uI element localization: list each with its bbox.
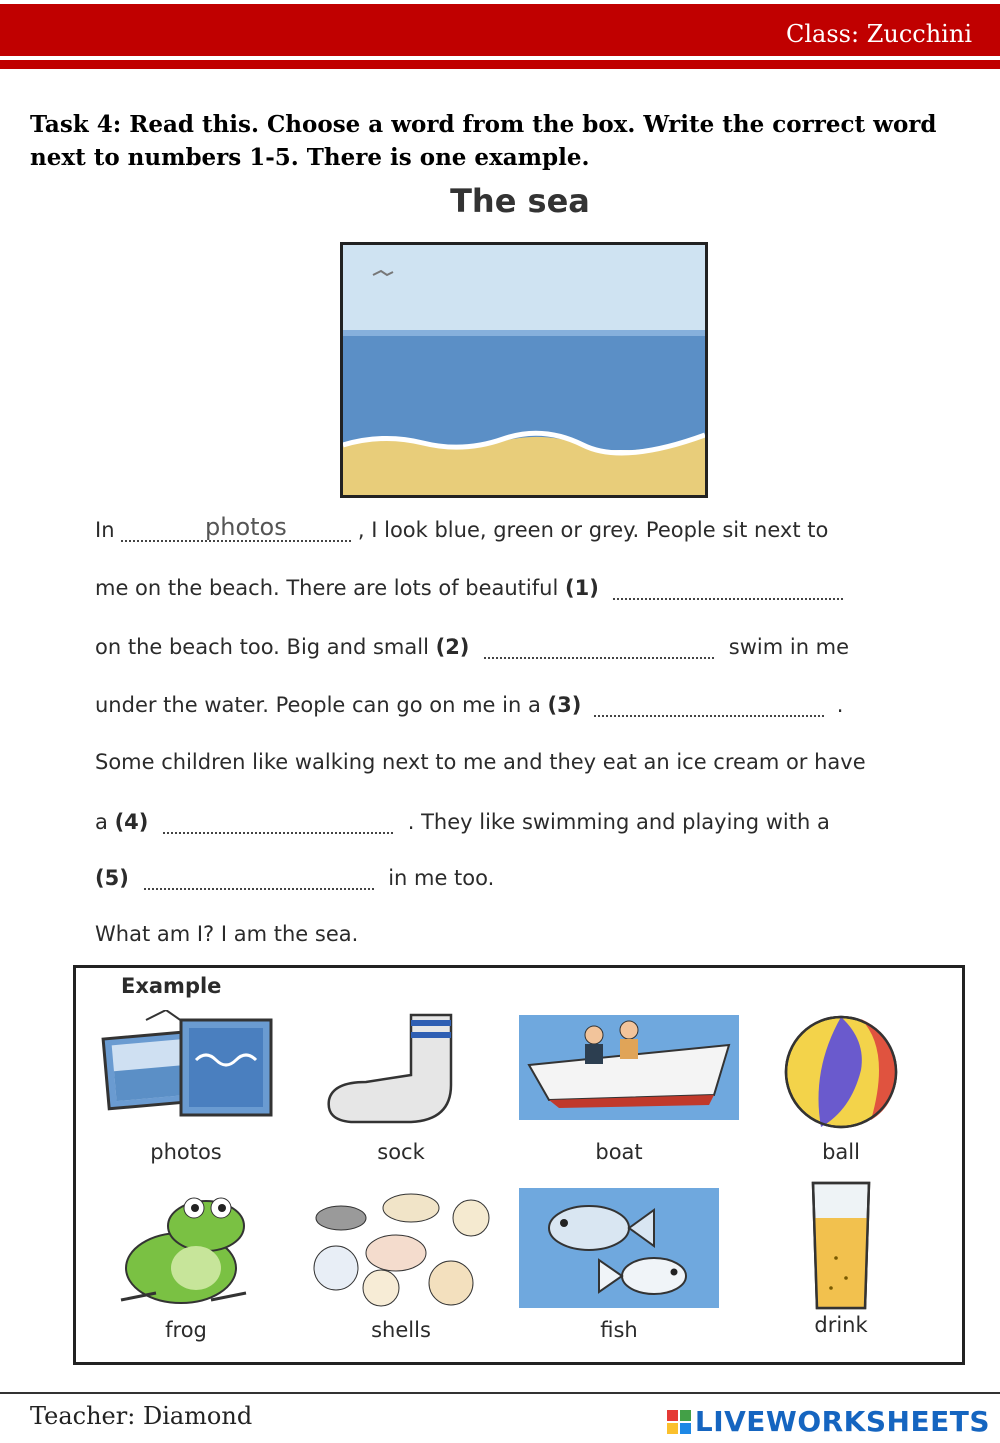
word-item-photos (86, 1010, 286, 1164)
example-answer: photos (205, 513, 287, 541)
boat-icon (519, 1010, 739, 1130)
passage-text: me on the beach. There are lots of beautiful (95, 576, 559, 600)
sea-picture (340, 242, 708, 498)
word-label: fish (600, 1318, 638, 1342)
blank-number-3: (3) (547, 693, 582, 717)
example-blank (121, 516, 351, 542)
word-item-sock (301, 1010, 501, 1164)
blank-number-2: (2) (435, 635, 470, 659)
photos-icon (96, 1010, 276, 1130)
word-label: ball (822, 1140, 860, 1164)
passage-line-5 (95, 750, 866, 774)
header-bar (0, 4, 1000, 56)
word-box-title: Example (121, 974, 222, 998)
passage-line-8 (95, 922, 358, 946)
passage-line-6 (95, 808, 830, 834)
frog-icon (96, 1188, 276, 1308)
answer-blank-4[interactable] (163, 808, 393, 834)
blank-number-4: (4) (114, 810, 149, 834)
word-label: shells (371, 1318, 431, 1342)
brand-logo[interactable] (667, 1405, 990, 1438)
passage-line-4 (95, 691, 843, 717)
answer-blank-3[interactable] (594, 691, 824, 717)
passage-text: In (95, 518, 115, 542)
passage-line-2 (95, 574, 843, 600)
teacher-label: Teacher: Diamond (30, 1402, 253, 1430)
passage-text: , I look blue, green or grey. People sit next to (357, 518, 829, 542)
passage-line-1 (95, 516, 828, 542)
sock-icon (311, 1010, 491, 1130)
word-label: drink (814, 1313, 868, 1337)
passage-text: in me too. (388, 866, 495, 890)
brand-text: LIVEWORKSHEETS (694, 1405, 990, 1438)
passage-text: . They like swimming and playing with a (407, 810, 830, 834)
word-item-frog (86, 1188, 286, 1342)
word-item-shells (301, 1188, 501, 1342)
passage-text: on the beach too. Big and small (95, 635, 429, 659)
blank-number-1: (1) (564, 576, 599, 600)
fish-icon (519, 1188, 719, 1308)
passage-line-7 (95, 864, 494, 890)
passage-line-3 (95, 633, 849, 659)
footer-divider (0, 1392, 1000, 1394)
answer-blank-1[interactable] (613, 574, 843, 600)
word-label: sock (377, 1140, 425, 1164)
word-box (73, 965, 965, 1365)
passage-text: a (95, 810, 108, 834)
task-instructions: Task 4: Read this. Choose a word from the box. Write the correct word next to numbers 1-5. There is one example. (30, 111, 937, 171)
passage-text: What am I? I am the sea. (95, 922, 359, 946)
word-item-fish (519, 1188, 719, 1342)
shells-icon (301, 1188, 501, 1308)
word-label: frog (165, 1318, 207, 1342)
word-label: boat (595, 1140, 643, 1164)
answer-blank-5[interactable] (144, 864, 374, 890)
answer-blank-2[interactable] (484, 633, 714, 659)
class-label: Class: Zucchini (786, 20, 972, 48)
passage-text: under the water. People can go on me in a (95, 693, 541, 717)
passage-text: swim in me (728, 635, 850, 659)
word-item-drink (741, 1178, 941, 1337)
passage-text: Some children like walking next to me and they eat an ice cream or have (95, 750, 866, 774)
liveworksheets-logo-icon (667, 1410, 691, 1434)
word-label: photos (150, 1140, 222, 1164)
passage-text: . (836, 693, 844, 717)
ball-icon (751, 1010, 931, 1130)
drink-icon (751, 1178, 931, 1313)
blank-number-5: (5) (95, 866, 129, 890)
word-item-ball (741, 1010, 941, 1164)
header-divider (0, 60, 1000, 69)
page-title: The sea (450, 182, 590, 220)
word-item-boat (519, 1010, 719, 1164)
